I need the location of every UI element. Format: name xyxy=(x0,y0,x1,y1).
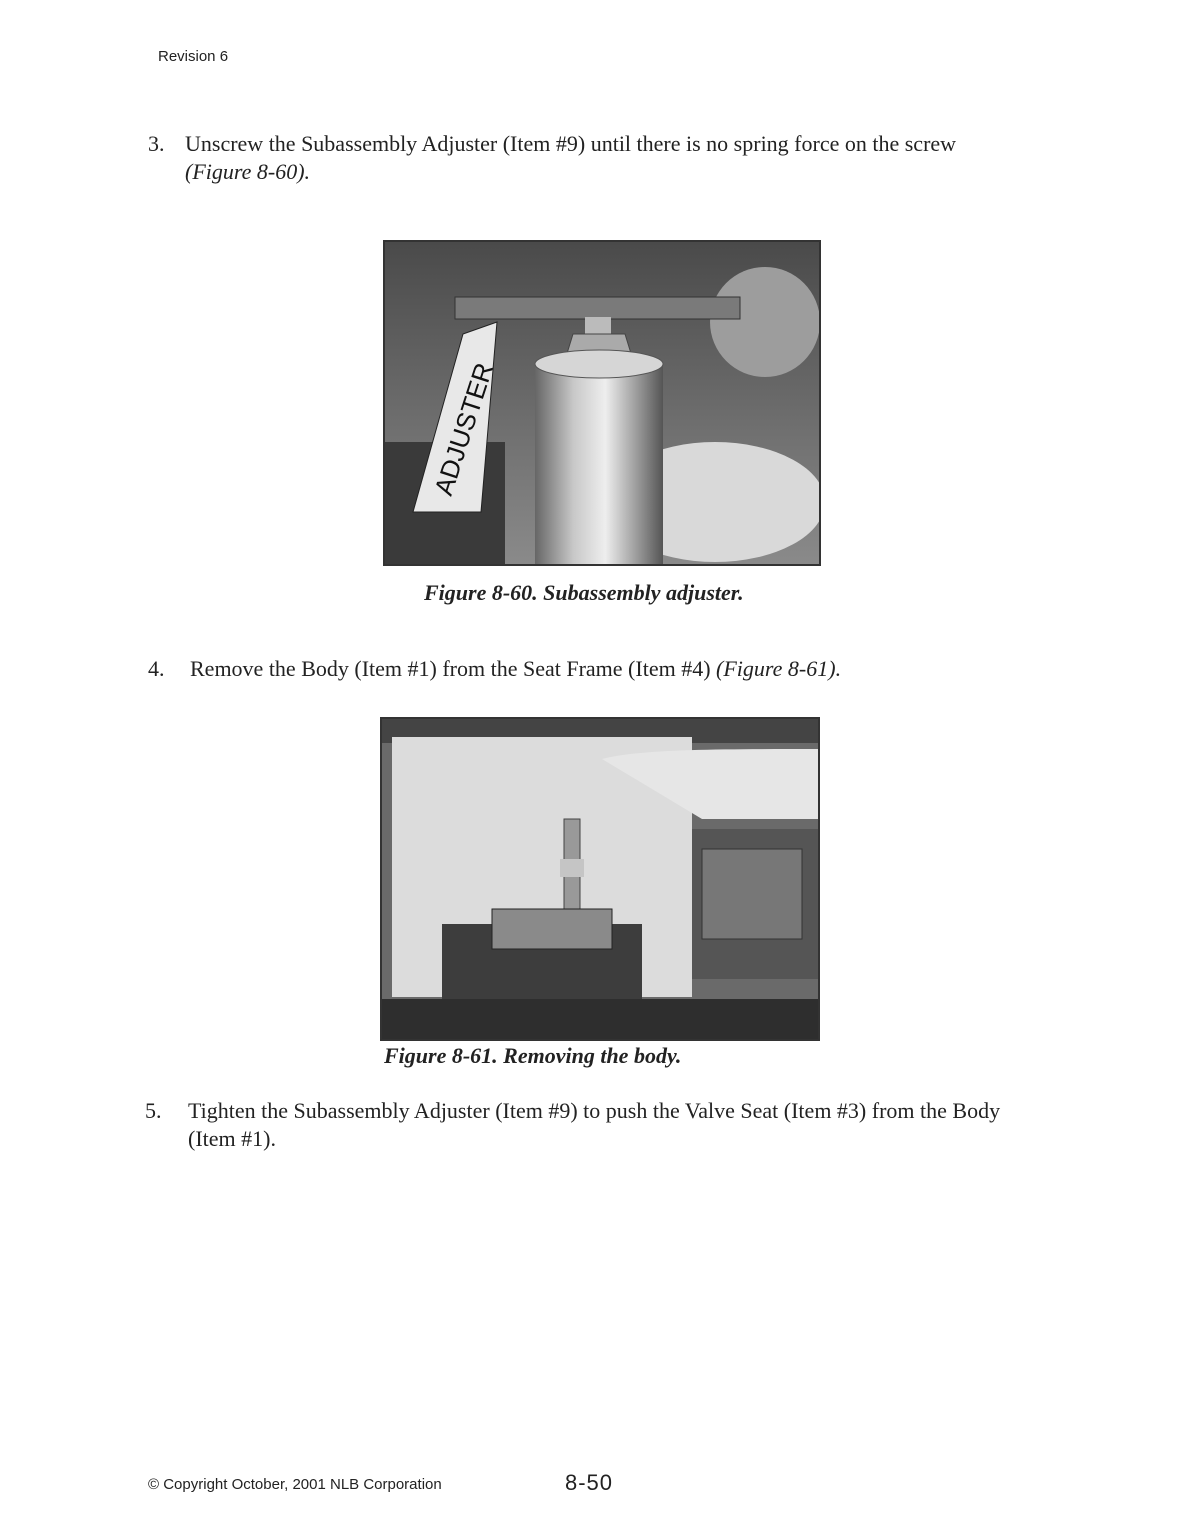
figure-8-61-photo xyxy=(380,717,820,1041)
step-text: Tighten the Subassembly Adjuster (Item #9) to push the Valve Seat (Item #3) from the Body (Item #1). xyxy=(188,1098,1001,1151)
page-header-revision: Revision 6 xyxy=(158,48,229,65)
step-number: 4. xyxy=(148,656,165,681)
step-number: 3. xyxy=(148,131,165,156)
svg-text:ADJUSTER: ADJUSTER xyxy=(428,359,500,499)
step-number: 5. xyxy=(145,1098,162,1123)
copyright-notice: © Copyright October, 2001 NLB Corporation xyxy=(148,1476,442,1493)
figure-reference: (Figure 8-60). xyxy=(185,159,311,184)
step-text: Unscrew the Subassembly Adjuster (Item #9) until there is no spring force on the screw (Figure 8-60). xyxy=(185,131,957,184)
step-text: Remove the Body (Item #1) from the Seat Frame (Item #4) (Figure 8-61). xyxy=(190,656,842,681)
figure-8-60-caption: Figure 8-60. Subassembly adjuster. xyxy=(424,580,744,605)
page-number: 8-50 xyxy=(565,1470,614,1495)
figure-8-60-photo xyxy=(383,240,821,566)
figure-8-61-caption: Figure 8-61. Removing the body. xyxy=(384,1043,682,1068)
figure-reference: (Figure 8-61). xyxy=(716,656,842,681)
